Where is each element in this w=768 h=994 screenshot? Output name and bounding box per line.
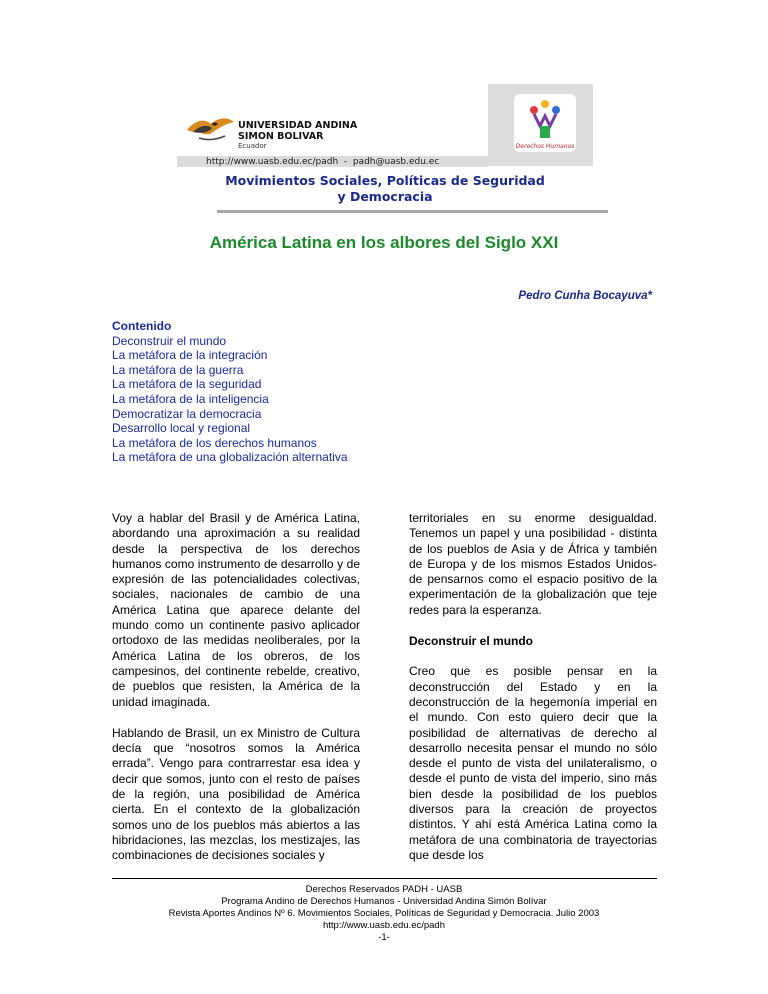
toc-heading: Contenido (112, 319, 172, 333)
toc-item[interactable]: Democratizar la democracia (112, 406, 262, 421)
article-author: Pedro Cunha Bocayuva* (518, 290, 652, 302)
body-paragraph: Hablando de Brasil, un ex Ministro de Cultura decía que “nosotros somos la América errada”. Vengo para contrarrestar esa idea y decir que somos, junto con el resto de países de la región, una posibilidad de América cierta. En el contexto de la globalización somos uno de los pueblos más abiertos a las hibridaciones, las mezclas, los mestizajes, las combinaciones de decisiones sociales y (112, 725, 360, 863)
condor-logo-icon (185, 112, 235, 146)
table-of-contents (112, 319, 348, 465)
toc-item[interactable]: La metáfora de la seguridad (112, 377, 262, 392)
svg-text:Derechos Humanos: Derechos Humanos (515, 143, 575, 150)
body-paragraph: Voy a hablar del Brasil y de América Latina, abordando una aproximación a su realidad desde la perspectiva de los derechos humanos como instrumento de desarrollo y de expresión de las potencialidades colectivas, sociales, nacionales de cambio de una América Latina que aparece delante del mundo como un continente pasivo aplicador ortodoxo de las medidas neoliberales, por la América Latina de los obreros, de los campesinos, del continente rebelde, creativo, de pueblos que resisten, la América de la unidad imaginada. (112, 511, 360, 709)
toc-item[interactable]: Desarrollo local y regional (112, 421, 251, 436)
section-title (140, 173, 630, 205)
footer-line: Revista Aportes Andinos Nº 6. Movimientos Sociales, Políticas de Seguridad y Democracia. Julio 2003 (168, 908, 600, 919)
body-paragraph: territoriales en su enorme desigualdad. Tenemos un papel y una posibilidad - distinta de los pueblos de Asia y de África y también de Europa y de los mismos Estados Unidos- de pensarnos como el espacio positivo de la experimentación de la globalización que teje redes para la esperanza. (409, 511, 657, 617)
university-name-line2: SIMON BOLIVAR (238, 131, 324, 142)
toc-item[interactable]: La metáfora de la integración (112, 348, 268, 363)
toc-item[interactable]: La metáfora de la guerra (112, 362, 244, 377)
toc-item[interactable]: La metáfora de la inteligencia (112, 391, 269, 406)
padh-logo-icon (510, 92, 580, 154)
body-column-right (409, 511, 657, 879)
footer-divider (112, 878, 657, 879)
toc-item[interactable]: Deconstruir el mundo (112, 333, 227, 348)
page-number: -1- (378, 932, 390, 943)
section-title-line2: y Democracia (337, 189, 433, 204)
university-name (238, 120, 357, 142)
body-paragraph: Creo que es posible pensar en la deconstrucción del Estado y en la deconstrucción de la hegemonía imperial en el mundo. Con esto quiero decir que la posibilidad de alternativas de derecho al desarrollo necesita pensar el mundo no sólo desde el punto de vista del unilateralismo, o desde el punto de vista del imperio, sino más bien desde la posibilidad de los pueblos diversos para la creación de proyectos distintos. Y ahí está América Latina como la metáfora de una combinatoria de trayectorias que desde los (409, 664, 657, 862)
toc-item[interactable]: La metáfora de una globalización alternativa (112, 450, 348, 465)
article-title: América Latina en los albores del Siglo XXI (209, 233, 559, 252)
header-url-line[interactable]: http://www.uasb.edu.ec/padh - padh@uasb.edu.ec (206, 157, 440, 167)
header-divider (217, 210, 608, 213)
section-title-line1: Movimientos Sociales, Políticas de Seguridad (225, 173, 545, 188)
section-heading: Deconstruir el mundo (409, 634, 534, 649)
footer-line: Derechos Reservados PADH - UASB (305, 884, 463, 895)
footer-line: Programa Andino de Derechos Humanos - Universidad Andina Simón Bolívar (221, 896, 547, 907)
university-country: Ecuador (238, 142, 267, 150)
page-footer (0, 884, 768, 944)
university-name-line1: UNIVERSIDAD ANDINA (238, 120, 358, 131)
footer-url[interactable]: http://www.uasb.edu.ec/padh (323, 920, 445, 931)
body-column-left (112, 511, 360, 880)
toc-item[interactable]: La metáfora de los derechos humanos (112, 435, 317, 450)
